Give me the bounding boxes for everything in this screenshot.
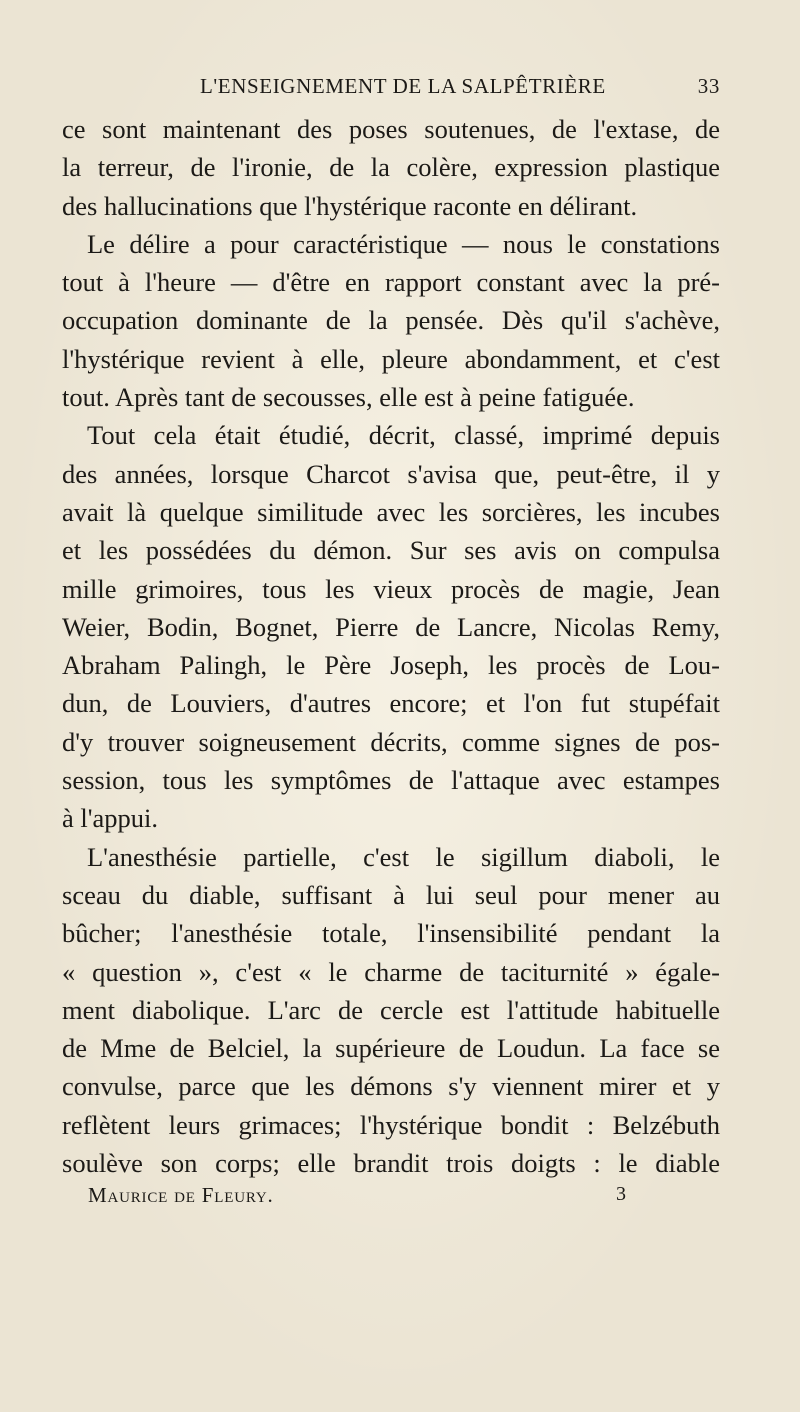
text-line: avait là quelque similitude avec les sorcières, les incubes xyxy=(62,496,720,527)
text-line: L'anesthésie partielle, c'est le sigillum diaboli, le xyxy=(87,841,720,872)
text-line: session, tous les symptômes de l'attaque avec estampes xyxy=(62,765,720,796)
text-line: Tout cela était étudié, décrit, classé, imprimé depuis xyxy=(87,420,720,451)
body-text xyxy=(62,110,720,1182)
text-line: bûcher; l'anesthésie totale, l'insensibilité pendant la xyxy=(62,918,720,949)
text-line: occupation dominante de la pensée. Dès qu'il s'achève, xyxy=(62,305,720,336)
text-line: et les possédées du démon. Sur ses avis on compulsa xyxy=(62,535,720,566)
text-line: convulse, parce que les démons s'y viennent mirer et y xyxy=(62,1071,720,1102)
text-line: à l'appui. xyxy=(62,803,159,834)
text-line: « question », c'est « le charme de taciturnité » égale- xyxy=(62,956,720,987)
text-line: Le délire a pour caractéristique — nous le constations xyxy=(87,228,720,259)
text-line: tout. Après tant de secousses, elle est à peine fatiguée. xyxy=(62,382,635,413)
text-line: sceau du diable, suffisant à lui seul pour mener au xyxy=(62,879,720,910)
text-line: des années, lorsque Charcot s'avisa que, peut-être, il y xyxy=(62,458,720,489)
text-line: soulève son corps; elle brandit trois doigts : le diable xyxy=(62,1148,720,1179)
text-line: d'y trouver soigneusement décrits, comme signes de pos- xyxy=(62,726,720,757)
text-line: Abraham Palingh, le Père Joseph, les procès de Lou- xyxy=(62,650,720,681)
signature-number: 3 xyxy=(616,1183,627,1205)
text-line: dun, de Louviers, d'autres encore; et l'on fut stupéfait xyxy=(62,688,720,719)
text-line: la terreur, de l'ironie, de la colère, expression plastique xyxy=(62,152,720,183)
text-line: reflètent leurs grimaces; l'hystérique bondit : Belzébuth xyxy=(62,1109,720,1140)
text-line: ment diabolique. L'arc de cercle est l'attitude habituelle xyxy=(62,994,720,1025)
text-line: l'hystérique revient à elle, pleure abondamment, et c'est xyxy=(62,343,720,374)
running-head xyxy=(200,74,720,100)
text-line: de Mme de Belciel, la supérieure de Loudun. La face se xyxy=(62,1033,720,1064)
running-head-title: L'ENSEIGNEMENT DE LA SALPÊTRIÈRE xyxy=(200,74,606,98)
page-number: 33 xyxy=(697,74,720,98)
text-line: tout à l'heure — d'être en rapport constant avec la pré- xyxy=(62,267,720,298)
text-line: ce sont maintenant des poses soutenues, de l'extase, de xyxy=(62,114,720,144)
signature-author: Maurice de Fleury. xyxy=(88,1183,274,1207)
text-line: des hallucinations que l'hystérique raconte en délirant. xyxy=(62,190,638,221)
text-line: Weier, Bodin, Bognet, Pierre de Lancre, Nicolas Remy, xyxy=(62,611,720,642)
signature-line xyxy=(88,1183,720,1213)
text-line: mille grimoires, tous les vieux procès de magie, Jean xyxy=(62,573,720,604)
